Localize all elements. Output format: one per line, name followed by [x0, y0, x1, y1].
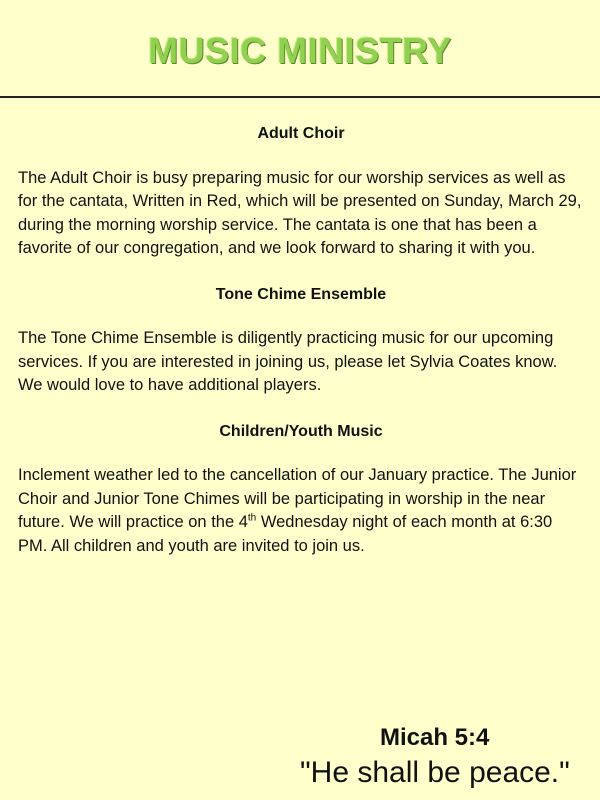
body-text-part-2: Wednesday night of each month at 6:30 PM. All children and youth are invited to join us.: [18, 513, 553, 555]
verse-quote: "He shall be peace.": [300, 756, 570, 789]
ordinal-suffix: th: [247, 512, 257, 524]
body-text-part-1: Inclement weather led to the cancellation of our January practice. The Junior Choir and Junior Tone Chimes will be participating in worship in the near future. We will practice on the 4: [18, 466, 577, 531]
verse-reference: Micah 5:4: [380, 724, 490, 751]
section-heading-tone-chime: Tone Chime Ensemble: [215, 285, 387, 303]
section-body-children-youth: [18, 464, 584, 558]
page-title: MUSIC MINISTRY: [148, 30, 452, 71]
section-body-adult-choir: The Adult Choir is busy preparing music for our worship services as well as for the cantata, Written in Red, which will be presented on Sunday, March 29, during the morning worship service. The cantata is one that has been a favorite of our congregation, and we look forward to sharing it with you.: [18, 168, 582, 257]
section-body-tone-chime: The Tone Chime Ensemble is diligently practicing music for our upcoming services. If you are interested in joining us, please let Sylvia Coates know. We would love to have additional players.: [18, 329, 558, 394]
main-content: [18, 122, 584, 580]
title-divider: [0, 96, 600, 98]
section-heading-children-youth: Children/Youth Music: [219, 422, 383, 440]
section-heading-adult-choir: Adult Choir: [257, 125, 345, 142]
